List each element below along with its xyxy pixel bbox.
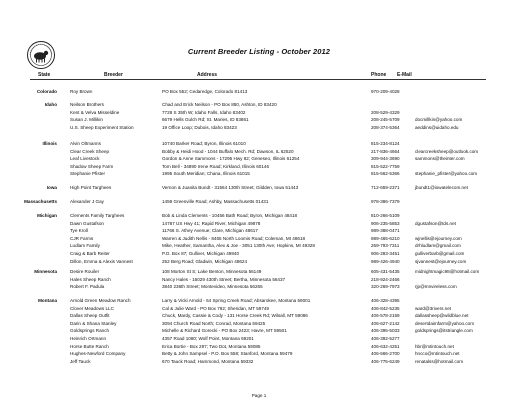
breeder-email: dgustafson@tds.net	[415, 220, 456, 226]
breeder-email: sammons@theinter.com	[415, 156, 465, 162]
breeder-phone: 906-235-5853	[371, 220, 400, 226]
state-name: Massachusetts	[24, 199, 57, 204]
breeder-phone-column	[371, 268, 400, 291]
breeder-name-column	[70, 184, 111, 192]
state-name: Minnesota	[34, 269, 57, 274]
breeder-address-column	[162, 184, 298, 192]
breeder-email-column	[415, 184, 468, 192]
breeder-email-column	[415, 140, 478, 178]
breeder-name: Alvin Oltmanns	[70, 141, 101, 146]
breeder-phone: 208-529-4329	[371, 109, 400, 115]
breeder-address: Chad and Erick Neilson - PO Box 850, Ashton, ID 83420	[162, 102, 277, 107]
breeder-phone: 406-578-2159	[371, 313, 400, 319]
breeder-name-column	[70, 297, 131, 365]
breeder-phone-column	[371, 140, 400, 178]
breeder-name: Clear Creek Sheep	[70, 148, 110, 154]
breeder-address: Michelle & Richard Gorecki - PO Box 2423; Havre, MT 59501	[162, 328, 287, 334]
breeder-address: Tom Bell - 34890 Irene Road; Kirkland, Illinois 60146	[162, 163, 269, 169]
breeder-name: Stephanie Pfister	[70, 171, 105, 177]
breeder-email: stephanie_pfister@yahoo.com	[415, 171, 478, 177]
breeder-email-column	[415, 212, 466, 265]
breeder-address: 670 Tauck Road; Hammond, Montana 59332	[162, 358, 254, 364]
breeder-name-column	[70, 101, 134, 131]
breeder-email: docmillkin@yahoo.com	[415, 117, 463, 123]
breeder-email: aeddins@uidaho.edu	[415, 124, 459, 130]
state-name: Idaho	[44, 102, 57, 107]
breeder-email	[415, 163, 478, 171]
breeder-phone: 815-562-5366	[371, 171, 400, 177]
breeder-phone: 406-842-5235	[371, 305, 400, 311]
breeder-phone-column	[371, 88, 400, 96]
breeder-address: Bob & Linda Clements - 10456 Bath Road; Byron, Michigan 48418	[162, 213, 298, 218]
breeder-email	[415, 276, 479, 284]
breeder-address: PO Box 552; Cedaredge, Colorado 81413	[162, 89, 248, 94]
breeder-email: hbr@mtintouch.net	[415, 343, 454, 349]
breeder-phone: 208-374-5364	[371, 124, 400, 130]
breeder-phone: 406-395-5033	[371, 328, 400, 334]
breeder-name: Kent & Velva Misseldine	[70, 109, 120, 115]
breeder-address: P.O. Box 87; Gulliver, Michigan 49840	[162, 250, 240, 256]
breeder-phone: 406-775-6249	[371, 358, 400, 364]
breeder-email-column	[415, 297, 474, 365]
breeder-email-column	[415, 268, 479, 291]
breeder-name: Roy Brown	[70, 89, 93, 94]
breeder-phone: 712-659-2371	[371, 185, 400, 190]
breeder-email	[415, 227, 466, 235]
breeder-address: 10740 Barker Road; Byron, Illinois 61010	[162, 141, 246, 146]
breeder-phone: 406-627-2142	[371, 320, 400, 326]
breeder-name: Susan J. Millikin	[70, 117, 103, 123]
breeder-phone: 815-522-7759	[371, 163, 400, 169]
breeder-email: dallassheep@wildblue.net	[415, 313, 469, 319]
breeder-name: Alexander J Gay	[70, 199, 104, 204]
breeder-phone: 989-465-6210	[371, 235, 400, 241]
breeder-address: 3840 236th Street; Montevideo, Minnesota 56265	[162, 284, 263, 290]
breeder-address: Erica Bortie - Box 297; Two Dot, Montana 59085	[162, 343, 261, 349]
breeder-name: Hales Sheep Ranch	[70, 276, 111, 282]
breeder-address: 11766 S. Athey Avenue; Clare, Michigan 48617	[162, 228, 258, 234]
breeder-address-column	[162, 268, 285, 291]
breeder-phone: 208-245-5709	[371, 117, 400, 123]
breeder-address: 19 Office Loop; Dubois, Idaho 83423	[162, 124, 237, 130]
page-title: Current Breeder Listing - October 2012	[187, 47, 331, 56]
breeder-address: 1459 Greenville Road; Ashby, Massachusetts 01431	[162, 199, 269, 204]
breeder-phone: 218-924-2466	[371, 276, 400, 282]
breeder-email	[415, 297, 474, 305]
breeder-address: Bobby & Heidi Hood - 1044 Buffalo Mech. Rd; Dawson, IL 62520	[162, 148, 294, 154]
breeder-phone-column	[371, 184, 400, 192]
breeder-address: Betty & John Sampsel - P.O. Box 558; Stanford, Montana 59479	[162, 351, 293, 357]
breeder-phone: 815-234-8124	[371, 141, 400, 146]
breeder-address: Cal & Julie Ward - PO Box 792; Sheridan, MT 59749	[162, 305, 269, 311]
breeder-email	[415, 140, 478, 148]
breeder-email	[415, 101, 462, 109]
breeder-name: Dillon, Emma & Alexis Vannest	[70, 258, 133, 264]
breeder-name: Horse Butte Ranch	[70, 343, 109, 349]
breeder-phone: 406-566-2700	[371, 351, 400, 357]
breeder-address: 3094 Church Road North; Conrad, Montana 59425	[162, 320, 266, 326]
breeder-address: 252 Berg Road; Gladwin, Michigan 48624	[162, 258, 248, 264]
breeder-name-column	[70, 140, 113, 178]
breeder-email	[415, 335, 474, 343]
breeder-address: 108 Morton St S; Lake Benton, Minnesota 56149	[162, 269, 262, 274]
breeder-email-column	[415, 101, 462, 131]
breeder-name-column	[70, 268, 111, 291]
breeder-phone	[371, 101, 400, 109]
breeder-address: 14787 US Hwy 41; Rapid River, Michigan 49878	[162, 220, 261, 226]
breeder-name: Dallas Sheep Outfit	[70, 313, 110, 319]
breeder-email: ward@3rivers.net	[415, 305, 452, 311]
breeder-address: Vernon & Juanita Bundt - 31564 130th Street; Gildden, Iowa 51443	[162, 185, 299, 190]
breeder-address-column	[162, 212, 315, 265]
breeder-phone-column	[371, 297, 400, 365]
breeder-name: Hughes-Newford Company	[70, 351, 126, 357]
breeder-email: desertdaimfarm@yahoo.com	[415, 320, 475, 326]
breeder-name: Neilson Brothers	[70, 102, 104, 107]
breeder-email: goldsprings@itstriangle.com	[415, 328, 473, 334]
breeder-address-column	[162, 140, 299, 178]
breeder-phone: 309-944-3690	[371, 156, 400, 162]
state-name: Michigan	[37, 213, 57, 218]
breeder-email: midnightmagic98@hotmail.com	[415, 269, 480, 274]
breeder-address: Larry & Vicki Arnold - 64 Spring Creek Road; Absarokee, Montana 59001	[162, 298, 311, 303]
breeder-phone: 970-209-4028	[371, 89, 400, 94]
breeder-name: Desire Rouiler	[70, 269, 100, 274]
breeder-name: Goldsprings Ranch	[70, 328, 110, 334]
state-name: Iowa	[46, 185, 57, 190]
header-address: Address	[197, 72, 218, 78]
header-breeder: Breeder	[104, 72, 123, 78]
breeder-address: Chuck, Mardy, Cassie & Cody - 131 Horse Creek Rd; Wilsall, MT 59086	[162, 313, 308, 319]
breeder-name: Shadow Sheep Farm	[70, 163, 114, 169]
breeder-phone: 605-431-5435	[371, 269, 400, 274]
breeder-name: Craig & Barb Reiter	[70, 250, 110, 256]
breeder-name: Darin & Shana Stanley	[70, 320, 117, 326]
breeder-phone: 810-266-5109	[371, 213, 400, 218]
breeder-name: Clements Family Targhees	[70, 213, 125, 218]
breeder-address-column	[162, 198, 268, 206]
breeder-address: Gordon & Anne Sammons - 17295 Hwy 82; Geneseo, Illinois 61254	[162, 156, 300, 162]
breeder-phone-column	[371, 212, 400, 265]
state-name: Montana	[38, 298, 57, 303]
breeder-name: Heinrich Ortmann	[70, 335, 106, 341]
breeder-email: gulliverbarb@gmail.com	[415, 250, 465, 256]
header-rule	[30, 79, 486, 80]
breeder-address: 7728 S 35th W; Idaho Falls, Idaho 83402	[162, 109, 246, 115]
breeder-phone: 406-392-5277	[371, 335, 400, 341]
breeder-email	[415, 212, 466, 220]
breeder-name: CJR Farms	[70, 235, 94, 241]
breeder-address: Mike, Heather, Samantha, Alex & Joe - 3051 130th Ave; Hopkins, MI 49328	[162, 243, 315, 249]
breeder-email: sjvannest@ejourney.com	[415, 258, 467, 264]
state-name: Colorado	[36, 89, 57, 94]
breeder-name: Arnold Green Meadow Ranch	[70, 298, 131, 303]
breeder-address-column	[162, 101, 277, 131]
breeder-address: Nancy Hales - 16029 430th Street; Bertha, Minnesota 56437	[162, 276, 286, 282]
breeder-address: 1995 South Meridian; Chana, Illinois 61015	[162, 171, 250, 177]
breeder-address: 4357 Road 1080; Wolf Point, Montana 59201	[162, 335, 254, 341]
page-number: Page 1	[251, 393, 267, 398]
breeder-name: Dawn Gustafson	[70, 220, 104, 226]
breeder-address: 6679 Hells Gulch Rd; St. Maries, ID 83861	[162, 117, 249, 123]
breeder-email	[415, 109, 462, 117]
breeder-phone: 978-386-7379	[371, 199, 400, 204]
header-state: State	[38, 72, 51, 78]
breeder-email: hncco@mtintouch.net	[415, 351, 460, 357]
breeder-phone: 906-283-3451	[371, 250, 400, 256]
breeder-name-column	[70, 212, 133, 265]
breeder-name: Clover Meadows LLC	[70, 305, 114, 311]
breeder-name-column	[70, 198, 104, 206]
breeder-address: Warren & Judith Nellis - 8465 North Loomis Road; Coleman, MI 48618	[162, 235, 306, 241]
breeder-name-column	[70, 88, 92, 96]
breeder-email: rjp@mnvireless.com	[415, 284, 457, 290]
breeder-name: Robert F. Padula	[70, 284, 105, 290]
breeder-name: Tye Kroll	[70, 228, 88, 234]
breeder-email: clearcreeksheep@outlook.com	[415, 148, 479, 154]
breeder-email: wjnellis@ejourney.com	[415, 235, 462, 241]
header-email: E-Mail	[397, 72, 412, 78]
breeder-phone: 989-388-0471	[371, 228, 400, 234]
breeder-phone: 269-793-7311	[371, 243, 400, 249]
breeder-phone: 406-328-4395	[371, 298, 400, 303]
breeder-phone: 989-426-4940	[371, 258, 400, 264]
breeder-address-column	[162, 88, 247, 96]
breeder-email: drhludlam@gmail.com	[415, 243, 461, 249]
header-phone: Phone	[371, 72, 387, 78]
breeder-name: Ludlam Family	[70, 243, 100, 249]
breeder-email: jbundt1@iowatelecom.net	[415, 185, 468, 190]
breeder-name: Leaf Livestock	[70, 156, 100, 162]
breeder-phone-column	[371, 198, 400, 206]
breeder-name: U.S. Sheep Experiment Station	[70, 124, 134, 130]
breeder-phone-column	[371, 101, 400, 131]
breeder-name: High Point Targhees	[70, 185, 112, 190]
breeder-name: Jeff Tauck	[70, 358, 91, 364]
breeder-address-column	[162, 297, 310, 365]
state-name: Illinois	[42, 141, 57, 146]
breeder-phone: 320-269-7973	[371, 284, 400, 290]
breeder-phone: 406-632-4251	[371, 343, 400, 349]
breeder-email: renatalss@hotmail.com	[415, 358, 464, 364]
breeder-phone: 217-836-4664	[371, 148, 400, 154]
